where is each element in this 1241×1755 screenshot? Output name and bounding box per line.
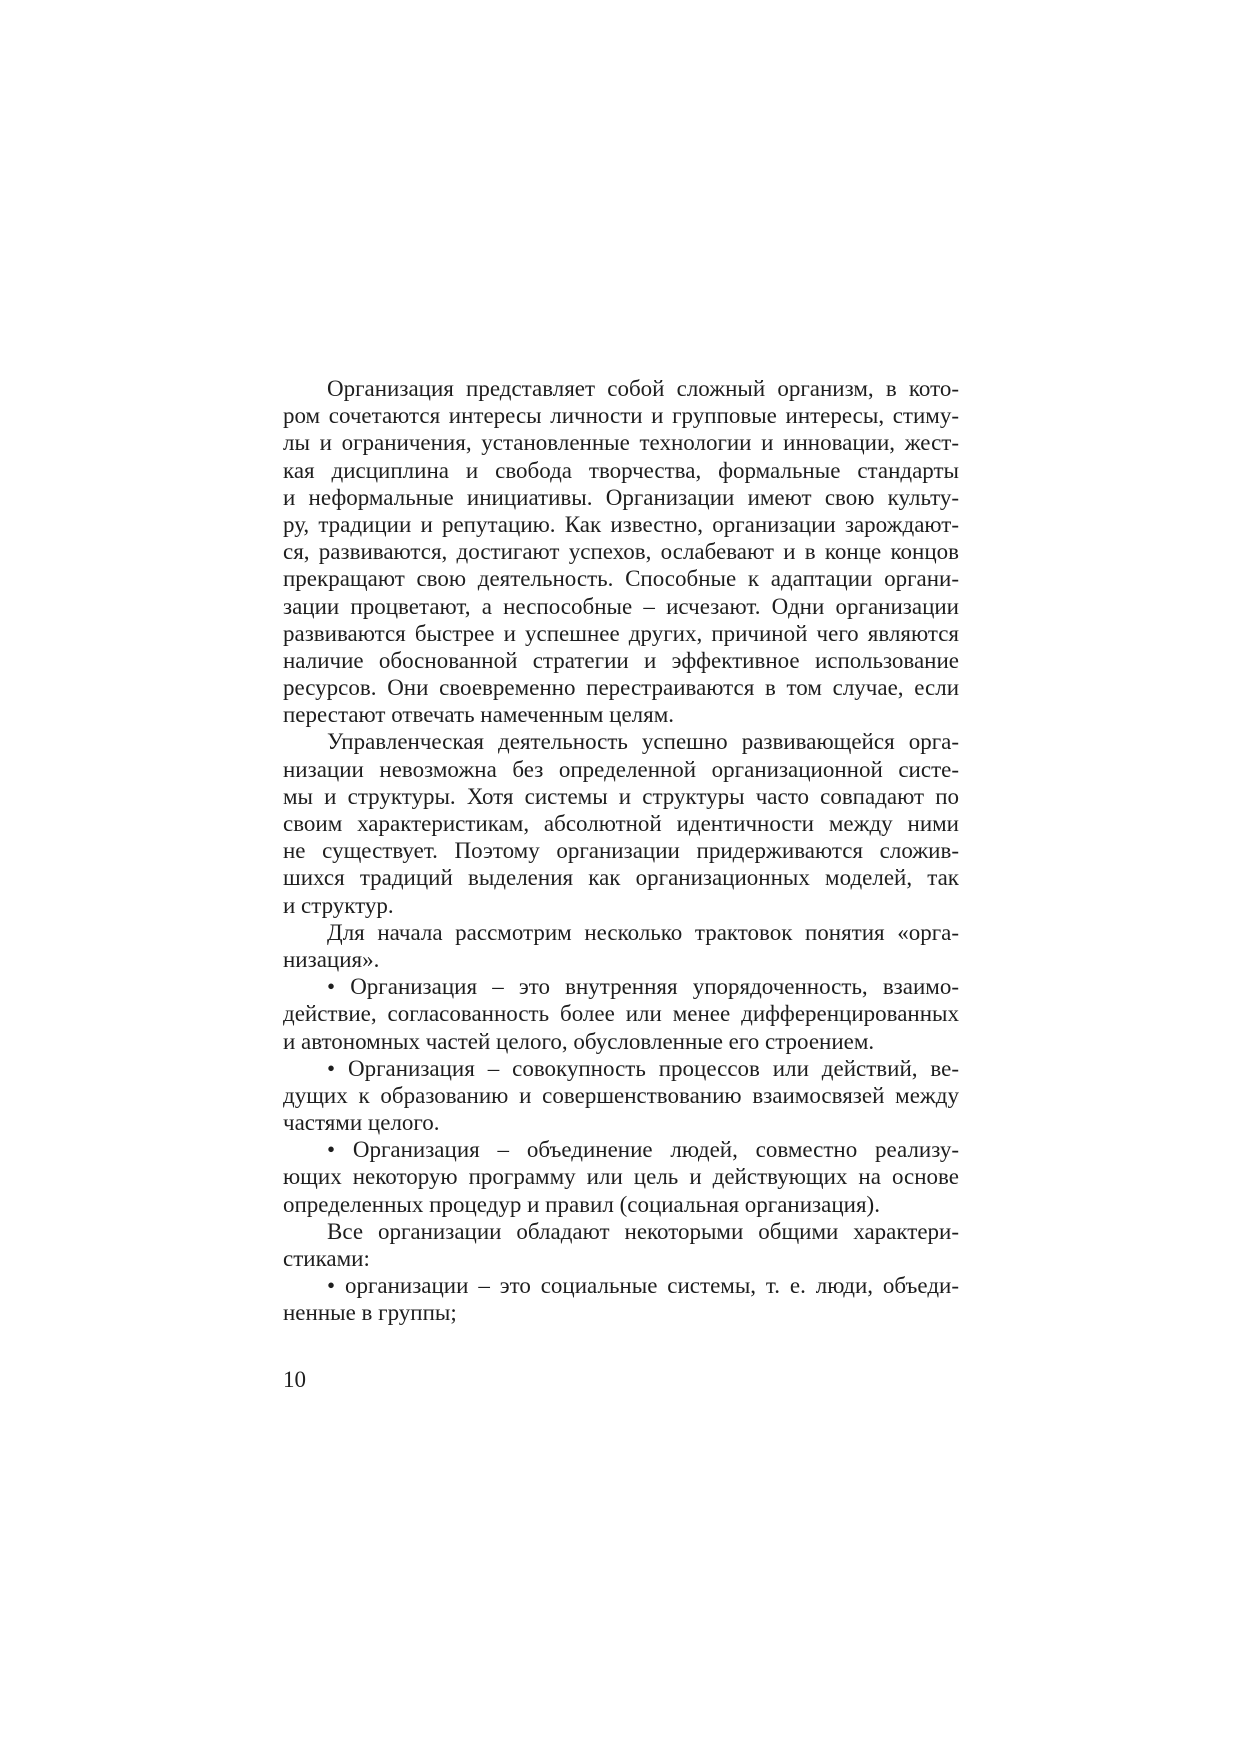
paragraph [283, 919, 959, 973]
text-line: ром сочетаются интересы личности и групповые интересы, стиму- [283, 403, 959, 429]
page-number: 10 [283, 1367, 306, 1392]
text-line: мы и структуры. Хотя системы и структуры часто совпадают по [283, 783, 959, 809]
text-line: наличие обоснованной стратегии и эффективное использование [283, 647, 959, 673]
text-line: стиками: [283, 1246, 370, 1271]
text-line: зации процветают, а неспособные – исчезают. Одни организации [283, 593, 959, 619]
text-line: развиваются быстрее и успешнее других, причиной чего являются [283, 620, 959, 646]
bullet-item [283, 973, 959, 1055]
text-line: • Организация – совокупность процессов или действий, ве- [327, 1055, 959, 1081]
text-line: шихся традиций выделения как организационных моделей, так [283, 865, 959, 891]
paragraph [283, 728, 959, 918]
text-line: и неформальные инициативы. Организации имеют свою культу- [283, 484, 959, 510]
text-line: своим характеристикам, абсолютной идентичности между ними [283, 811, 959, 836]
bullet-item [283, 1272, 959, 1326]
text-line: ся, развиваются, достигают успехов, ослабевают и в конце концов [283, 539, 959, 565]
text-line: низация». [283, 946, 380, 972]
text-line: Для начала рассмотрим несколько трактовок понятия «орга- [327, 919, 959, 945]
text-line: определенных процедур и правил (социальная организация). [283, 1191, 880, 1217]
text-line: ющих некоторую программу или цель и действующих на основе [283, 1164, 959, 1190]
text-line: ру, традиции и репутацию. Как известно, организации зарождают- [283, 511, 959, 537]
text-line: и автономных частей целого, обусловленные его строением. [283, 1028, 875, 1054]
text-line: кая дисциплина и свобода творчества, формальные стандарты [283, 457, 959, 483]
text-line: дущих к образованию и совершенствованию взаимосвязей между [283, 1082, 959, 1108]
bullet-item [283, 1055, 959, 1137]
body-text [283, 375, 959, 1327]
text-line: частями целого. [283, 1110, 440, 1136]
text-line: Все организации обладают некоторыми общими характери- [327, 1218, 959, 1244]
text-line: низации невозможна без определенной организационной систе- [283, 756, 959, 782]
text-line: • Организация – это внутренняя упорядоченность, взаимо- [327, 974, 959, 1000]
text-line: • организации – это социальные системы, т. е. люди, объеди- [327, 1273, 959, 1299]
text-line: ненные в группы; [283, 1300, 457, 1326]
text-line: Организация представляет собой сложный организм, в кото- [327, 376, 959, 401]
bullet-item [283, 1136, 959, 1218]
text-line: ресурсов. Они своевременно перестраиваются в том случае, если [283, 675, 959, 701]
paragraph [283, 1218, 959, 1272]
text-line: • Организация – объединение людей, совместно реализу- [327, 1137, 959, 1163]
text-line: Управленческая деятельность успешно развивающейся орга- [327, 729, 959, 755]
text-line: не существует. Поэтому организации придерживаются сложив- [283, 838, 959, 864]
text-line: перестают отвечать намеченным целям. [283, 702, 675, 728]
text-line: и структур. [283, 892, 394, 918]
text-line: лы и ограничения, установленные технологии и инновации, жест- [283, 430, 959, 456]
text-line: прекращают свою деятельность. Способные к адаптации органи- [283, 566, 959, 592]
text-line: действие, согласованность более или менее дифференцированных [283, 1001, 959, 1027]
paragraph [283, 375, 959, 728]
